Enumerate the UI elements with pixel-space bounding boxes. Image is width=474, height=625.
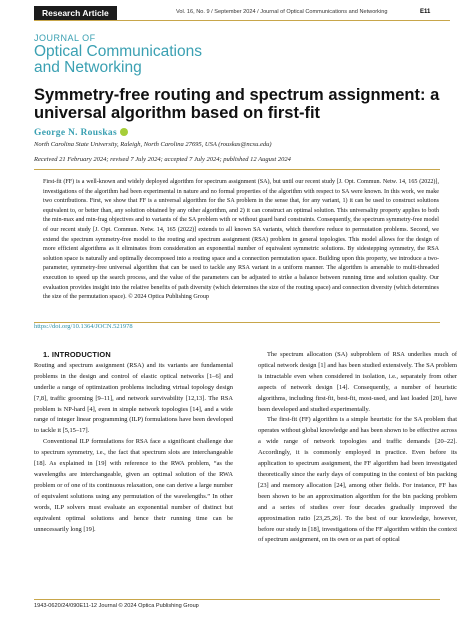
journal-line3: and Networking (34, 59, 142, 76)
author-line (34, 128, 128, 138)
footer-rule (34, 599, 440, 600)
footer-text: 1943-0620/24/090E11-12 Journal © 2024 Optica Publishing Group (34, 603, 199, 609)
journal-logo (34, 33, 202, 76)
header-rule (34, 20, 450, 21)
section-heading: 1. INTRODUCTION (43, 350, 111, 359)
doi-link[interactable]: https://doi.org/10.1364/JOCN.521978 (34, 323, 133, 330)
abstract-text: First-fit (FF) is a well-known and widely deployed algorithm for spectrum assignment (SA), but until our recent study [J. Opt. Commun. Netw. 14, 165 (2022)], investigations of the algorithm had been experimental in nature and no formal properties of the algorithm with respect to SA were known. In this work, we make two contributions. First, we show that FF is a universal algorithm for the SA problem in the sense that, for any variant, 1) it can be used to construct solutions equivalent to, or better than, any solution obtained by any other algorithm, and 2) it can construct an optimal solution. This universality property applies to both the min-max and min-frag objectives and to variants of the SA problem with or without guard band constraints. Consequently, the spectrum symmetry-free model of our recent study [J. Opt. Commun. Netw. 14, 165 (2022)] extends to all known SA variants, which therefore reduce to permutation problems. Second, we extend the spectrum symmetry-free model to the routing and spectrum assignment (RSA) problem in general topologies. This model allows for the design of more efficient algorithms as it eliminates from consideration an exponential number of equivalent symmetric solutions. By sidestepping symmetry, the RSA solution space is naturally and optimally decomposed into a routing space and a connection permutation space. Building upon this property, we introduce a two-parameter, symmetry-free universal algorithm that can be used to tackle any RSA variant in a uniform manner. The algorithm is amenable to multi-threaded execution to speed up the search process, and the value of the parameters can be adjusted to strike a balance between running time and solution quality. Our evaluation provides insight into the relative benefits of path diversity (which determines the size of the routing space) and connection diversity (which determines the size of the permutation space). (43, 179, 439, 301)
paragraph: Routing and spectrum assignment (RSA) and its variants are fundamental problems in the design and control of elastic optical networks [1–6] and underlie a range of optimization problems including virtual topology design [7,8], traffic grooming [9–11], and network survivability [12,13]. The RSA problem is NP-hard [4], even in simple network topologies [14], and a wide range of integer linear programming (ILP) formulations have been developed to tackle it [5,15–17]. (34, 361, 233, 435)
top-bar (0, 0, 474, 20)
paragraph: The spectrum allocation (SA) subproblem of RSA underlies much of optical network design [1] and has been studied extensively. The SA problem is intractable even when considered in isolation, i.e., separately from other aspects of network design [14]. Consequently, a number of heuristic algorithms, including first-fit, best-fit, most-used, and last loaded [20], have been developed and studied experimentally. (258, 351, 457, 413)
article-type-badge: Research Article (34, 6, 117, 20)
author-name[interactable]: George N. Rouskas (34, 128, 117, 138)
publication-dates: Received 21 February 2024; revised 7 July 2024; accepted 7 July 2024; published 12 August 2024 (34, 156, 291, 163)
left-column (34, 350, 233, 535)
copyright: © 2024 Optica Publishing Group (128, 294, 209, 301)
issue-line: Vol. 16, No. 9 / September 2024 / Journal of Optical Communications and Networking (176, 9, 388, 15)
paragraph: The first-fit (FF) algorithm is a simple heuristic for the SA problem that operates without global knowledge and has been shown to be effective across a wide range of network topologies and traffic demands [20–22]. Accordingly, it is commonly employed in practice. Even before its application to spectrum assignment, the FF algorithm had been investigated theoretically since the early days of computing in the context of bin packing [23] and memory allocation [24], among other fields. For instance, FF has been shown to be an approximation algorithm for the bin packing problem and a series of studies over four decades gradually improved the approximation ratio [23,25,26]. To the best of our knowledge, however, before our study in [18], investigations of the FF algorithm within the context of spectrum assignment, on its own or as part of optical (258, 416, 457, 544)
affiliation: North Carolina State University, Raleigh, North Carolina 27695, USA (rouskas@ncsu.edu) (34, 141, 272, 148)
page-number: E11 (420, 9, 431, 15)
article-title: Symmetry-free routing and spectrum assignment: a universal algorithm based on first-fit (34, 86, 440, 122)
journal-line1: JOURNAL OF (34, 33, 96, 43)
orcid-icon[interactable] (120, 128, 128, 136)
right-column (258, 350, 457, 546)
abstract (43, 178, 439, 303)
paragraph: Conventional ILP formulations for RSA face a significant challenge due to spectrum symmetry, i.e., the fact that spectrum slots are interchangeable [18]. As explained in [19] with reference to the RWA problem, “as the wavelengths are interchangeable, given an optimal solution of the RWA problem or of one of its continuous relaxation, one can derive a large number of equivalent solutions using any permutation of the wavelengths.” In other words, ILP solvers must evaluate an exponential number of distinct but equivalent optimal solutions and hence their running time can be unnecessarily long [19]. (34, 438, 233, 533)
journal-line2: Optical Communications (34, 43, 202, 60)
